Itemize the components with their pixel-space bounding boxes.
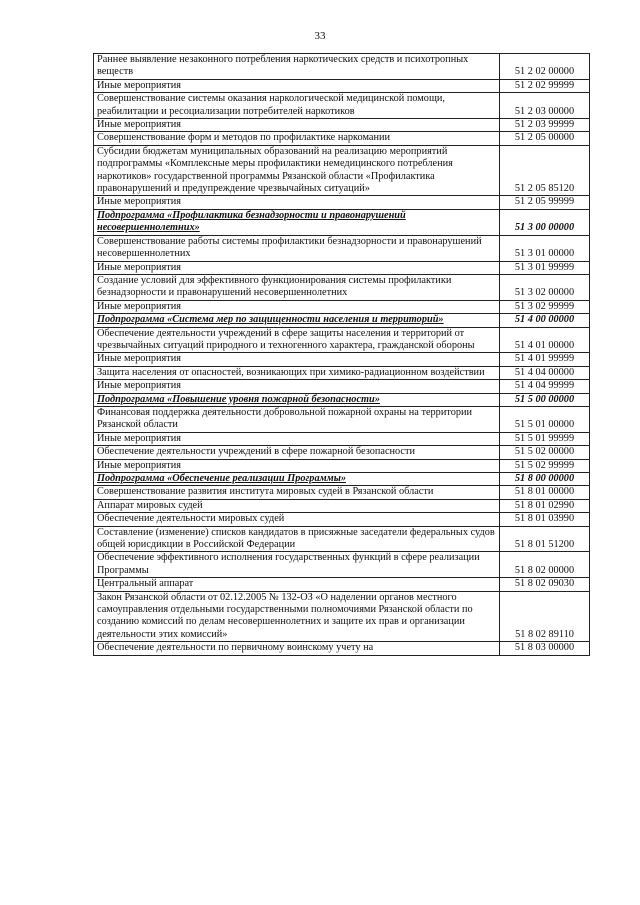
row-name: Создание условий для эффективного функционирования системы профилактики безнадзорности и правонарушений несовершеннолетних (94, 274, 500, 300)
row-name: Подпрограмма «Система мер по защищенности населения и территорий» (94, 314, 500, 327)
subprogram-row (94, 393, 590, 406)
table-row (94, 300, 590, 313)
row-code: 51 8 02 89110 (500, 591, 590, 642)
row-code: 51 4 04 00000 (500, 366, 590, 379)
row-name: Подпрограмма «Обеспечение реализации Программы» (94, 473, 500, 486)
row-name: Совершенствование форм и методов по профилактике наркомании (94, 132, 500, 145)
row-code: 51 8 01 00000 (500, 486, 590, 499)
row-code: 51 8 02 09030 (500, 578, 590, 591)
table-row (94, 432, 590, 445)
table-row (94, 235, 590, 261)
table-row (94, 79, 590, 92)
row-name: Защита населения от опасностей, возникающих при химико-радиационном воздействии (94, 366, 500, 379)
row-code: 51 8 01 03990 (500, 513, 590, 526)
row-name: Обеспечение деятельности по первичному воинскому учету на (94, 642, 500, 655)
table-row (94, 526, 590, 552)
row-code: 51 2 03 00000 (500, 93, 590, 119)
row-name: Подпрограмма «Профилактика безнадзорности и правонарушений несовершеннолетних» (94, 209, 500, 235)
row-name: Обеспечение деятельности учреждений в сфере защиты населения и территорий от чрезвычайных ситуаций природного и техногенного характера, гражданской обороны (94, 327, 500, 353)
row-code: 51 3 01 00000 (500, 235, 590, 261)
row-code: 51 3 02 99999 (500, 300, 590, 313)
subprogram-row (94, 473, 590, 486)
row-code: 51 5 01 00000 (500, 406, 590, 432)
row-code: 51 2 03 99999 (500, 119, 590, 132)
table-row (94, 93, 590, 119)
row-code: 51 3 00 00000 (500, 209, 590, 235)
row-code: 51 3 01 99999 (500, 261, 590, 274)
row-name: Иные мероприятия (94, 261, 500, 274)
table-row (94, 196, 590, 209)
row-code: 51 4 01 00000 (500, 327, 590, 353)
row-name: Составление (изменение) списков кандидатов в присяжные заседатели федеральных судов общей юрисдикции в Российской Федерации (94, 526, 500, 552)
page-number: 33 (314, 30, 326, 42)
row-code: 51 5 02 99999 (500, 459, 590, 472)
row-name: Обеспечение деятельности мировых судей (94, 513, 500, 526)
table-row (94, 446, 590, 459)
table-row (94, 366, 590, 379)
table-row (94, 406, 590, 432)
table-row (94, 552, 590, 578)
budget-code-table (93, 53, 590, 656)
row-code: 51 8 02 00000 (500, 552, 590, 578)
row-code: 51 8 01 02990 (500, 499, 590, 512)
row-name: Раннее выявление незаконного потребления наркотических средств и психотропных веществ (94, 54, 500, 80)
subprogram-row (94, 209, 590, 235)
row-name: Иные мероприятия (94, 79, 500, 92)
table-row (94, 513, 590, 526)
table-row (94, 642, 590, 655)
row-code: 51 8 03 00000 (500, 642, 590, 655)
table-row (94, 274, 590, 300)
row-code: 51 4 00 00000 (500, 314, 590, 327)
table-row (94, 380, 590, 393)
table-row (94, 119, 590, 132)
table-row (94, 261, 590, 274)
row-name: Иные мероприятия (94, 353, 500, 366)
row-name: Иные мероприятия (94, 432, 500, 445)
row-code: 51 3 02 00000 (500, 274, 590, 300)
row-name: Обеспечение деятельности учреждений в сфере пожарной безопасности (94, 446, 500, 459)
row-code: 51 4 04 99999 (500, 380, 590, 393)
table-row (94, 486, 590, 499)
table-row (94, 591, 590, 642)
table-row (94, 145, 590, 196)
row-name: Иные мероприятия (94, 459, 500, 472)
row-name: Иные мероприятия (94, 196, 500, 209)
row-name: Обеспечение эффективного исполнения государственных функций в сфере реализации Программы (94, 552, 500, 578)
table-row (94, 459, 590, 472)
table-row (94, 499, 590, 512)
row-code: 51 2 05 00000 (500, 132, 590, 145)
row-code: 51 8 00 00000 (500, 473, 590, 486)
row-name: Иные мероприятия (94, 380, 500, 393)
row-name: Подпрограмма «Повышение уровня пожарной безопасности» (94, 393, 500, 406)
row-code: 51 4 01 99999 (500, 353, 590, 366)
row-name: Совершенствование системы оказания наркологической медицинской помощи, реабилитации и ресоциализации потребителей наркотиков (94, 93, 500, 119)
table-row (94, 132, 590, 145)
row-code: 51 5 02 00000 (500, 446, 590, 459)
row-code: 51 5 00 00000 (500, 393, 590, 406)
row-name: Центральный аппарат (94, 578, 500, 591)
row-code: 51 2 05 99999 (500, 196, 590, 209)
row-name: Совершенствование работы системы профилактики безнадзорности и правонарушений несовершеннолетних (94, 235, 500, 261)
table-row (94, 578, 590, 591)
table-row (94, 327, 590, 353)
row-code: 51 2 05 85120 (500, 145, 590, 196)
row-name: Аппарат мировых судей (94, 499, 500, 512)
row-code: 51 2 02 99999 (500, 79, 590, 92)
row-code: 51 2 02 00000 (500, 54, 590, 80)
table-row (94, 353, 590, 366)
subprogram-row (94, 314, 590, 327)
row-code: 51 5 01 99999 (500, 432, 590, 445)
row-name: Совершенствование развития института мировых судей в Рязанской области (94, 486, 500, 499)
table-row (94, 54, 590, 80)
row-name: Субсидии бюджетам муниципальных образований на реализацию мероприятий подпрограммы «Комплексные меры профилактики немедицинского потребления наркотиков» государственной программы Рязанской области «Профилактика правонарушений и предупреждение чрезвычайных ситуаций» (94, 145, 500, 196)
row-code: 51 8 01 51200 (500, 526, 590, 552)
row-name: Финансовая поддержка деятельности добровольной пожарной охраны на территории Рязанской области (94, 406, 500, 432)
row-name: Иные мероприятия (94, 119, 500, 132)
row-name: Закон Рязанской области от 02.12.2005 № 132-ОЗ «О наделении органов местного самоуправления отдельными государственными полномочиями Рязанской области по созданию комиссий по делам несовершеннолетних и защите их прав и организации деятельности этих комиссий» (94, 591, 500, 642)
table-body (94, 54, 590, 656)
row-name: Иные мероприятия (94, 300, 500, 313)
